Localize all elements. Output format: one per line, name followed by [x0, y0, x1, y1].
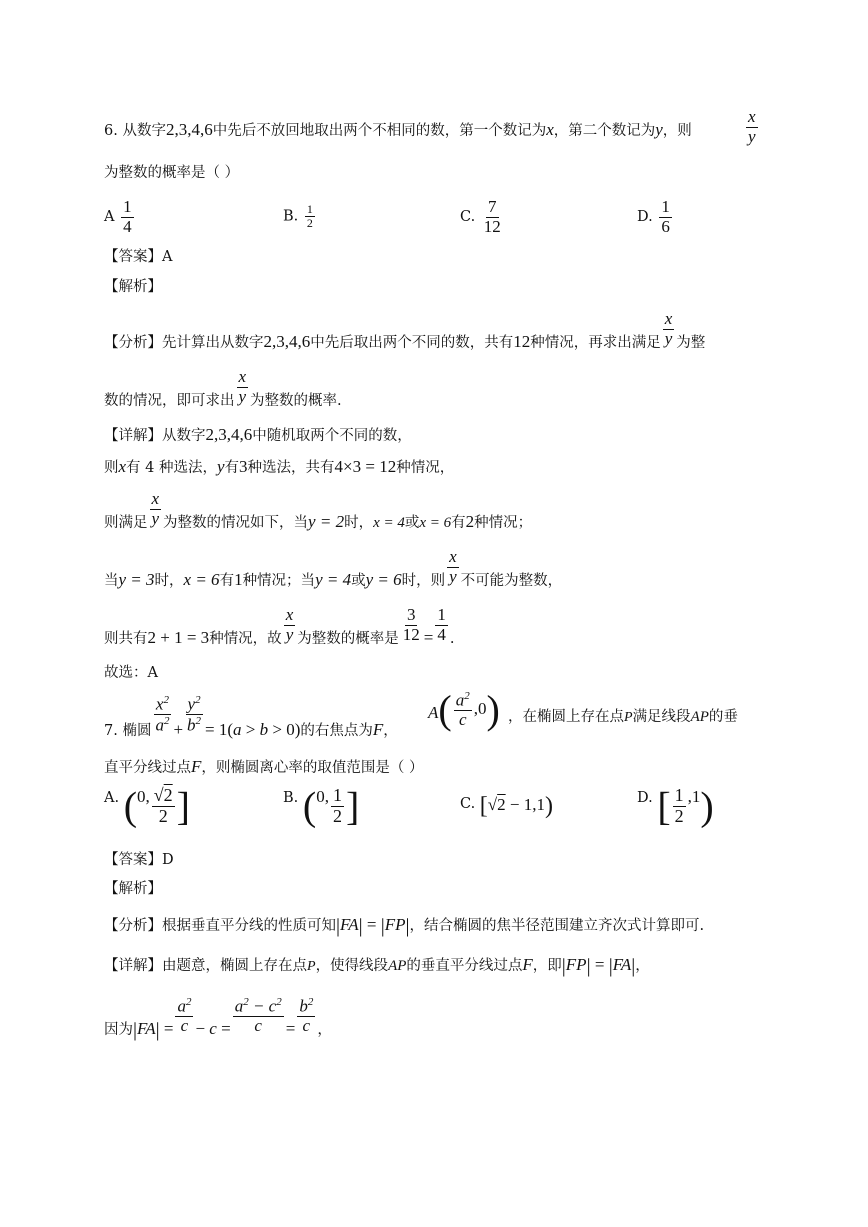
q6-option-a-frac: $\frac{1}{4}$: [123, 197, 132, 236]
q6-var-y: y: [655, 120, 663, 139]
q6-option-c: C. $\frac{7}{12}$: [460, 197, 501, 236]
frac-a2-c: $\frac{a^2}{c}$: [177, 996, 192, 1036]
frac-1-2: $\frac{1}{2}$: [674, 785, 684, 826]
q6-stem-frac: [744, 108, 760, 146]
q6-stem-line1: [104, 121, 692, 139]
q7-answer: 【答案】D: [104, 852, 174, 868]
frac-x-over-y: $\frac{x}{y}$: [151, 489, 160, 528]
q6-option-c-frac: $\frac{7}{12}$: [483, 197, 501, 236]
q6-stem-line2: [104, 166, 239, 181]
frac-1-2: $\frac{1}{2}$: [332, 785, 342, 826]
q6-stem-c: ，第二个数记为: [553, 123, 656, 139]
q7-detail: 【详解】由题意，椭圆上存在点P，使得线段AP的垂直平分线过点F，即|FP| = |FA|，: [104, 955, 650, 978]
q6-stem-line2-text: 为整数的概率是（ ）: [104, 165, 240, 181]
frac-b2-c: $\frac{b^2}{c}$: [299, 996, 314, 1036]
q7-stem-line1: 7. 椭圆 $\frac{x^2}{a^2}$ + $\frac{y^2}{b^2}$ = 1(a > b > 0)的右焦点为F，: [104, 694, 398, 739]
q6-detail-line2: 则满足 $\frac{x}{y}$ 为整数的情况如下，当y = 2时，x = 4或x = 6有2种情况；: [104, 489, 533, 532]
q7-stem-line2: 直平分线过点F，则椭圆离心率的取值范围是（ ）: [104, 757, 424, 776]
q6-digits: 2,3,4,6: [165, 120, 213, 139]
q6-option-d-frac: $\frac{1}{6}$: [661, 197, 670, 236]
q6-analysis-head: 【解析】: [104, 279, 162, 295]
q6-stem-a: 6. 从数字: [104, 123, 166, 139]
q7-point-a: A( $\frac{a^2}{c}$ ,0): [428, 687, 500, 733]
q6-detail-line0: 【详解】从数字2,3,4,6中随机取两个不同的数，: [104, 425, 412, 444]
q6-detail-line3: 当y = 3时，x = 6有1种情况；当y = 4或y = 6时，则 $\frac{x}{y}$ 不可能为整数，: [104, 547, 563, 590]
frac-x-over-y: $\frac{x}{y}$: [664, 309, 673, 348]
frac-a2-minus-c2-over-c: $\frac{a^2 - c^2}{c}$: [234, 996, 282, 1036]
q6-fenxi-line1: 【分析】先计算出从数字2,3,4,6中先后取出两个不同的数，共有12种情况，再求出满足 $\frac{x}{y}$ 为整: [104, 309, 706, 352]
frac-y2-b2: $\frac{y^2}{b^2}$: [187, 694, 202, 735]
frac-3-12: $\frac{3}{12}$: [402, 605, 420, 644]
q6-option-b-frac: $\frac{1}{2}$: [306, 202, 313, 231]
q7-because: 因为|FA| = $\frac{a^2}{c}$ − c = $\frac{a^2 - c^2}{c}$ = $\frac{b^2}{c}$ ，: [104, 996, 332, 1042]
frac-x-over-y: $\frac{x}{y}$: [748, 107, 756, 146]
q6-detail-line4: 则共有2 + 1 = 3种情况，故 $\frac{x}{y}$ 为整数的概率是 $\frac{3}{12}$ = $\frac{1}{4}$ .: [104, 605, 455, 648]
q6-answer: 【答案】A: [104, 249, 173, 265]
q7-option-a: A. (0, $\frac{√2}{2}$ ]: [104, 783, 190, 829]
frac-a2-c: $\frac{a^2}{c}$: [455, 690, 470, 730]
frac-x-over-y: $\frac{x}{y}$: [449, 547, 457, 586]
q7-option-d: D. [ $\frac{1}{2}$ ,1): [637, 783, 714, 829]
frac-x2-a2: $\frac{x^2}{a^2}$: [155, 694, 170, 735]
q7-option-c: C. [√2 − 1,1): [460, 793, 553, 819]
frac-x-over-y: $\frac{x}{y}$: [238, 367, 247, 406]
q7-analysis-head: 【解析】: [104, 881, 162, 897]
frac-1-4: $\frac{1}{4}$: [437, 605, 446, 644]
q6-stem-d: ，则: [662, 123, 692, 139]
frac-x-over-y: $\frac{x}{y}$: [285, 605, 294, 644]
q6-option-d: D. $\frac{1}{6}$: [637, 197, 670, 236]
q7-option-b: B. (0, $\frac{1}{2}$ ]: [283, 783, 360, 829]
q6-var-x: x: [546, 120, 554, 139]
frac-sqrt2-2: $\frac{√2}{2}$: [153, 785, 173, 826]
q6-fenxi-line2: 数的情况，即可求出 $\frac{x}{y}$ 为整数的概率.: [104, 367, 342, 410]
q6-stem-b: 中先后不放回地取出两个不相同的数，第一个数记为: [212, 123, 547, 139]
q6-choose: 故选：A: [104, 665, 158, 681]
q6-option-a: A $\frac{1}{4}$: [104, 197, 132, 236]
q7-fenxi: 【分析】根据垂直平分线的性质可知|FA| = |FP|，结合椭圆的焦半径范围建立齐次式计算即可.: [104, 915, 705, 938]
q6-detail-line1: 则x有 4 种选法，y有3种选法，共有4×3 = 12种情况，: [104, 457, 455, 476]
q6-option-b: B. $\frac{1}{2}$: [283, 202, 313, 231]
q7-stem-line1-tail: ，在椭圆上存在点P满足线段AP的垂: [508, 709, 738, 725]
